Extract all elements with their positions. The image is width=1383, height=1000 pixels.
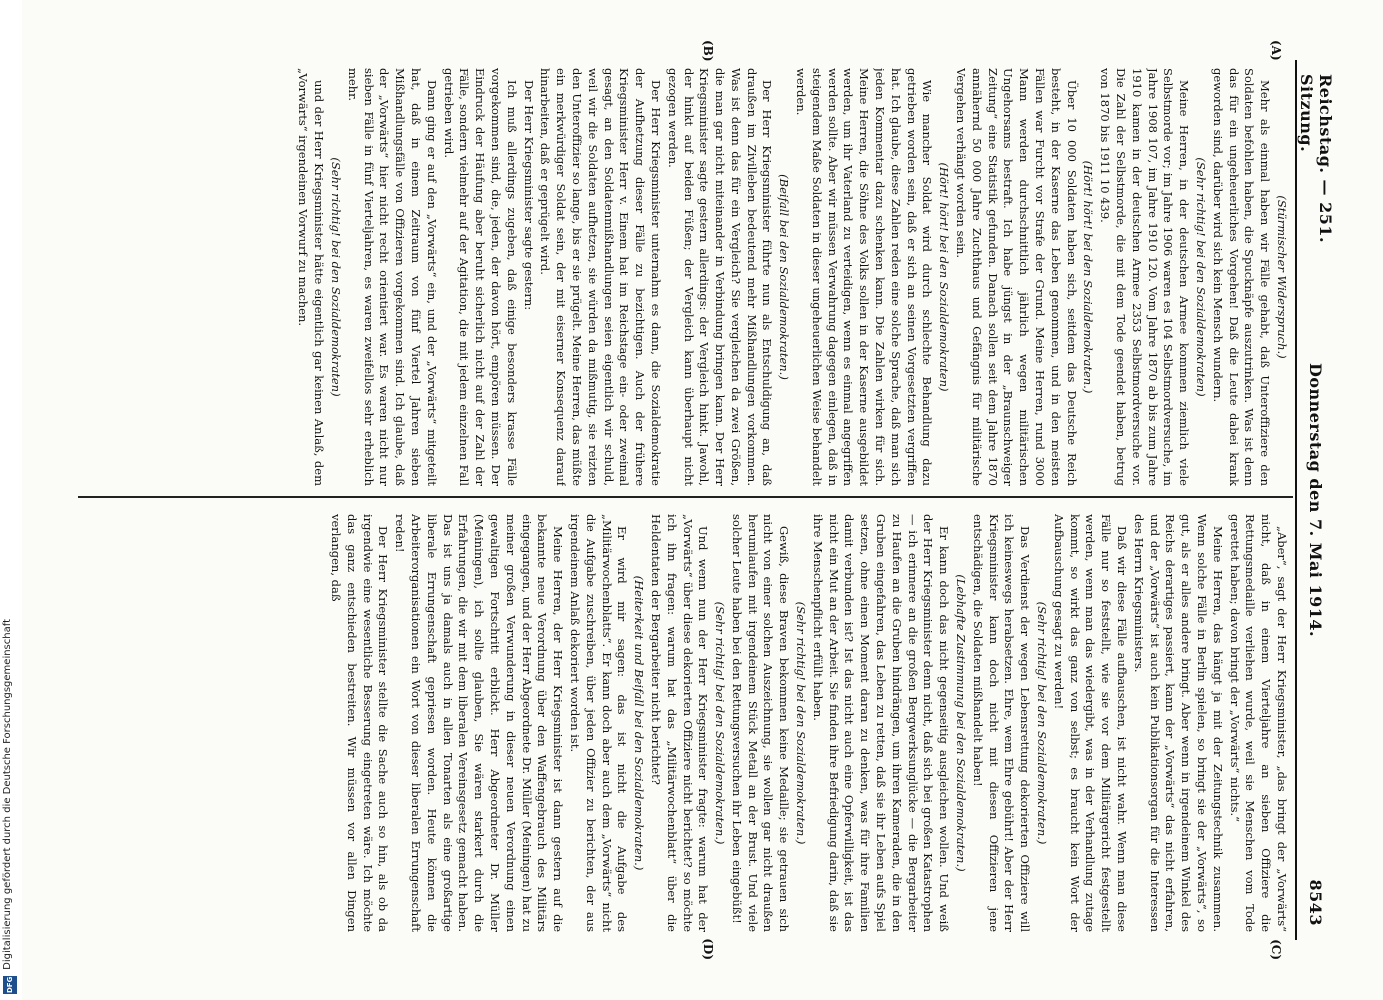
- paragraph: Ich muß allerdings zugeben, daß einige besonders krasse Fälle vorgekommen sind, die, jeden, der davon hört, empören müssen. Der Eindruck der Häufung aber beruht sicherlich nicht auf der Zahl der Fälle, sondern vielmehr auf der Agitation, die mit jedem einzelnen Fall getrieben wird.: [441, 68, 519, 486]
- attribution-text: Digitalisierung gefördert durch die Deutsche Forschungsgemeinschaft: [2, 619, 13, 970]
- margin-marker-a: (A): [1269, 40, 1283, 61]
- interjection: (Sehr richtig! bei den Sozialdemokraten.): [794, 601, 809, 845]
- interjection: (Sehr richtig! bei den Sozialdemokraten): [1194, 157, 1209, 397]
- column-divider: [78, 496, 1293, 498]
- paragraph: „Aber“, sagt der Herr Kriegsminister, „das bringt der „Vorwärts“ nicht, daß in einem Vierteljahre an sieben Offiziere die Rettungsmedaille verliehen wurde, weil sie Menschen vom Tode gerettet haben; davon bringt der „Vorwärts“ nichts.“: [1227, 514, 1289, 932]
- text-column-left: [79, 68, 1289, 486]
- interjection: (Stürmischer Widerspruch.): [1275, 195, 1289, 359]
- interjection: (Sehr richtig! bei den Sozialdemokraten.): [713, 601, 728, 845]
- paragraph: Und wenn nun der Herr Kriegsminister fragte: warum hat der „Vorwärts“ über diese dekorierten Offiziere nicht berichtet? so möchte ich ihn fragen: warum hat das „Militärwochenblatt“ über die Heldentaten der Bergarbeiter nicht berichtet?: [648, 514, 711, 932]
- paragraph: Das Verdienst der wegen Lebensrettung dekorierten Offiziere will ich keineswegs herabsetzen. Ehre, wem Ehre gebührt! Aber der Herr Kriegsminister kann doch nicht mit diesen Offizieren jene entschädigen, die Soldaten mißhandelt haben!: [970, 514, 1033, 932]
- interjection: (Heiterkeit und Beifall bei den Sozialdemokraten.): [632, 575, 647, 871]
- paragraph: Daß wir diese Fälle aufbauschen, ist nicht wahr. Wenn man diese Fälle nur so feststellt, wie sie vor dem Militärgericht festgestellt werden, wenn man das wiedergibt, was in der Verhandlung zutage kommt, so wirkt das ganz von selbst; es braucht kein Wort der Aufbauschung gesagt zu werden!: [1051, 514, 1130, 932]
- paragraph: Meine Herren, der Herr Kriegsminister ist dann gestern auf die bekannte neue Verordnung über den Waffengebrauch des Militärs eingegangen, und der Herr Abgeordnete Dr. Müller (Meiningen) hat zu meiner großen Verwunderung in dieser neuen Verordnung einen gewaltigen Fortschritt erblickt. Herr Abgeordneter Dr. Müller (Meiningen), ich sollte glauben, Sie wären starkert durch die Erfahrungen, die wir mit dem liberalen Vereinsgesetz gemacht haben. Das ist uns ja damals auch in allen Tonarten als eine großartige liberale Errungenschaft gepriesen worden. Heute können die Arbeiterorganisationen ein Wort von dieser liberalen Errungenschaft reden!: [393, 514, 566, 932]
- paragraph: Er kann doch das nicht gegenseitig ausgleichen wollen. Und weiß der Herr Kriegsminister denn nicht, daß sich bei großen Katastrophen — ich erinnere an die großen Bergwerksunglücke — die Bergarbeiter zu Haufen an die Gruben hindrängen, um ihren Kameraden, die in den Gruben eingefahren, das Leben zu retten, daß sie ihr Leben aufs Spiel setzen, ohne einen Moment daran zu denken, was für ihre Familien damit verbunden ist? Ist das nicht auch eine Opferwilligkeit, ist das nicht ein Mut an der Arbeit. Sie finden ihre Befriedigung darin, daß sie ihre Menschenpflicht erfüllt haben.: [810, 514, 952, 932]
- paragraph: Der Herr Kriegsminister sagte gestern:: [521, 80, 536, 311]
- margin-marker-b: (B): [701, 40, 715, 62]
- paragraph: Gewiß, diese Braven bekommen keine Medaille; sie getrauen sich nicht von einer solchen Auszeichnung, sie wollen gar nicht draußen herumlaufen mit irgendeinem Stück Metall an der Brust. Und viele solcher Leute haben bei den Rettungsversuchen ihr Leben eingebüßt!: [729, 514, 792, 932]
- paragraph: Meine Herren, in der deutschen Armee kommen ziemlich viele Selbstmorde vor; im Jahre 1906 waren es 104 Selbstmordversuche, im Jahre 1908 107, im Jahre 1910 120. Vom Jahre 1870 ab bis zum Jahre 1910 kamen in der deutschen Armee 2353 Selbstmordversuche vor. Die Zahl der Selbstmorde, die mit dem Tode geendet haben, betrug von 1870 bis 1911 10 439.: [1098, 68, 1192, 486]
- page-number: 8543: [1306, 879, 1326, 926]
- paragraph: Der Herr Kriegsminister unternahm es dann, die Sozialdemokratie der Aufhetzung dieser Fälle zu bezichtigen. Auch der frühere Kriegsminister Herr v. Einem hat im Reichstage ein- oder zweimal gesagt, an den Soldatenmißhandlungen seien eigentlich wir schuld, weil wir die Soldaten aufhetzen, sie würden da mißmutig, sie reizten den Unteroffizier so lange, bis er sie prügelt. Meine Herren, das müßte ein merkwürdiger Soldat sein, der mit eiserner Konsequenz darauf hinarbeiten, daß er geprügelt wird.: [538, 68, 663, 486]
- paragraph: Der Herr Kriegsminister führte nun als Entschuldigung an, daß draußen im Zivilleben bedeutend mehr Mißhandlungen vorkommen. Was ist denn das für ein Vergleich? Sie vergleichen da zwei Größen, die man gar nicht miteinander in Verbindung bringen kann. Der Herr Kriegsminister sagte gestern allerdings: der Vergleich hinkt. Jawohl, der hinkt auf beiden Füßen; der Vergleich kann überhaupt nicht gezogen werden.: [665, 68, 775, 486]
- paragraph: Meine Herren, das hängt ja mit der Zeitungstechnik zusammen. Wenn solche Fälle in Berlin spielen, so bringt sie der „Vorwärts“, so gut, als er alles andere bringt. Aber wenn in irgendeinem Winkel des Reichs derartiges passiert, kann der „Vorwärts“ das nicht erfahren, und der „Vorwärts“ ist auch kein Publikationsorgan für die Interessen des Herrn Kriegsministers.: [1131, 514, 1225, 932]
- paragraph: Der Herr Kriegsminister stellte die Sache auch so hin, als ob da irgendwie eine wesentliche Besserung eingetreten wäre. Ich möchte das ganz entschieden bestreiten. Wir müssen vor allen Dingen verlangen, daß: [328, 514, 391, 932]
- interjection: (Beifall bei den Sozialdemokraten.): [777, 174, 792, 380]
- interjection: (Sehr richtig! bei den Sozialdemokraten): [328, 157, 343, 397]
- header-session: Reichstag. — 251. Sitzung.: [1297, 74, 1335, 244]
- interjection: (Lebhafte Zustimmung bei den Sozialdemokraten.): [954, 574, 969, 872]
- text-column-right: [79, 514, 1289, 932]
- margin-marker-c: (C): [1269, 939, 1283, 960]
- paragraph: Über 10 000 Soldaten haben sich, seitdem das Deutsche Reich besteht, in der Kaserne das Leben genommen, und in den meisten Fällen war Furcht vor Strafe der Grund. Meine Herren, rund 3000 Mann werden durchschnittlich jährlich wegen militärischen Ungehorsams bestraft. Ich habe jüngst in der „Braunschweiger Zeitung“ eine Statistik gefunden. Danach sollen seit dem Jahre 1870 annähernd 50 000 Jahre Zuchthaus und Gefängnis für militärische Vergehen verhängt worden sein.: [954, 68, 1079, 486]
- rotated-page-content: [65, 40, 1335, 960]
- digitization-sidebar: [0, 0, 22, 1000]
- page-header: [1297, 60, 1335, 940]
- paragraph: Er wird mir sagen: das ist nicht die Aufgabe des „Militärwochenblatts“. Er kann doch aber auch dem „Vorwärts“ nicht die Aufgabe zuschreiben, über jeden Offizier zu berichten, der aus irgendeinem Anlaß dekoriert worden ist.: [567, 514, 630, 932]
- paragraph: Mehr als einmal haben wir Fälle gehabt, daß Unteroffiziere den Soldaten befohlen haben, die Spucknäpfe auszutrinken. Was ist denn das für ein ungeheuerliches Vorgehen! Daß die Leute dabei krank geworden sind, darüber wird sich kein Mensch wundern.: [1210, 68, 1273, 486]
- paragraph: Wie mancher Soldat wird durch schlechte Behandlung dazu getrieben worden sein, daß er sich an seinen Vorgesetzten vergriffen hat. Ich glaube, diese Zahlen reden eine solche Sprache, daß man sich jeden Kommentar dazu schenken kann. Die Zahlen wirken für sich. Meine Herren, die Söhne des Volks sollen in der Kaserne ausgebildet werden, um ihr Vaterland zu verteidigen, wenn es einmal angegriffen werden sollte. Aber wir müssen Verwahrung dagegen einlegen, daß in steigendem Maße Soldaten in dieser ungeheuerlichen Weise behandelt werden.: [794, 68, 935, 486]
- interjection: (Hört! hört! bei den Sozialdemokraten): [937, 162, 952, 392]
- document-page: [60, 40, 1340, 960]
- interjection: (Sehr richtig! bei den Sozialdemokraten.): [1035, 601, 1050, 845]
- paragraph: Dann ging er auf den „Vorwärts“ ein, und der „Vorwärts“ mitgeteilt hat, daß in einem Zeitraum von fünf Viertel Jahren sieben Mißhandlungsfälle von Offizieren vorgekommen sind. Ich glaube, daß der „Vorwärts“ hier nicht recht orientiert war. Es waren nicht nur sieben Fälle in fünf Vierteljahren, es waren zweifellos sehr erheblich mehr.: [345, 68, 439, 486]
- header-date: Donnerstag den 7. Mai 1914.: [1306, 362, 1326, 638]
- margin-marker-d: (D): [701, 938, 715, 960]
- header-rule: [1295, 60, 1297, 940]
- interjection: (Hört! hört! bei den Sozialdemokraten.): [1081, 160, 1096, 394]
- dfg-logo: DFG: [3, 976, 17, 994]
- paragraph: und der Herr Kriegsminister hätte eigentlich gar keinen Anlaß, dem „Vorwärts“ irgendeinen Vorwurf zu machen.: [296, 68, 327, 486]
